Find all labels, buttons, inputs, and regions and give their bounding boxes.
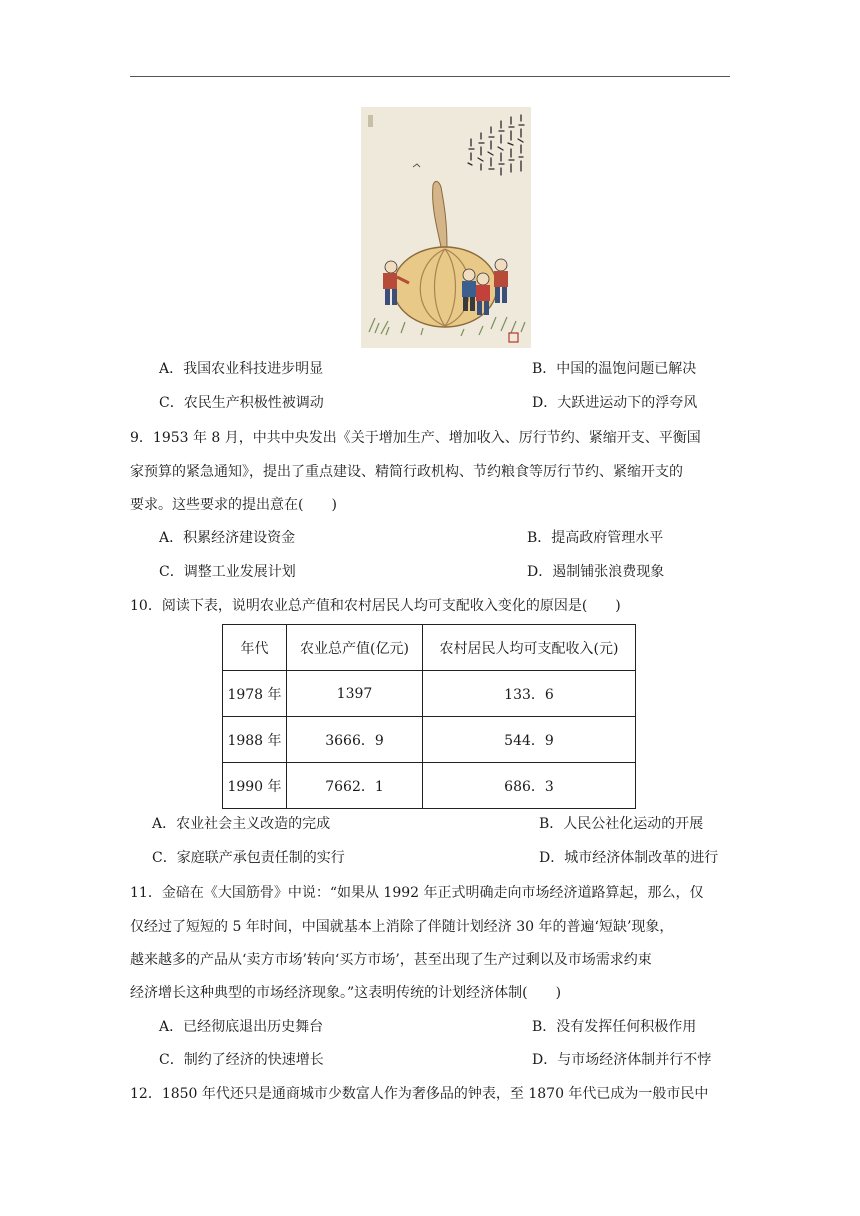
table-cell: 1978 年	[223, 671, 287, 717]
q10-option-c: C．家庭联产承包责任制的实行	[152, 850, 345, 866]
table-cell: 686．3	[423, 763, 636, 809]
table-cell: 1988 年	[223, 717, 287, 763]
table-header-cell: 农业总产值(亿元)	[287, 625, 423, 671]
pumpkin-children-painting	[361, 107, 531, 348]
table-cell: 133．6	[423, 671, 636, 717]
q9-stem-line-1: 9．1953 年 8 月，中共中央发出《关于增加生产、增加收入、厉行节约、紧缩开支、平衡国	[130, 430, 701, 446]
q11-stem-line-1: 11．金碚在《大国筋骨》中说：“如果从 1992 年正式明确走向市场经济道路算起，那么，仅	[130, 885, 704, 901]
table-cell: 1990 年	[223, 763, 287, 809]
table-cell: 7662．1	[287, 763, 423, 809]
q9-option-c: C．调整工业发展计划	[159, 564, 296, 580]
q11-stem-line-4: 经济增长这种典型的市场经济现象。”这表明传统的计划经济体制( )	[130, 985, 562, 1001]
q10-option-d: D．城市经济体制改革的进行	[539, 850, 719, 866]
table-row	[223, 671, 636, 717]
q10-stem: 10．阅读下表，说明农业总产值和农村居民人均可支配收入变化的原因是( )	[130, 598, 621, 614]
q11-option-b: B．没有发挥任何积极作用	[532, 1019, 697, 1035]
q9-stem-line-2: 家预算的紧急通知》，提出了重点建设、精简行政机构、节约粮食等厉行节约、紧缩开支的	[130, 464, 683, 480]
table-header-cell: 农村居民人均可支配收入(元)	[423, 625, 636, 671]
q11-option-a: A．已经彻底退出历史舞台	[159, 1019, 324, 1035]
q9-option-b: B．提高政府管理水平	[527, 530, 664, 546]
header-rule	[130, 76, 730, 77]
table-row	[223, 763, 636, 809]
q8-option-a: A．我国农业科技进步明显	[159, 361, 324, 377]
q8-option-c: C．农民生产积极性被调动	[159, 395, 324, 411]
income-table	[222, 624, 636, 809]
table-cell: 1397	[287, 671, 423, 717]
table-header-cell: 年代	[223, 625, 287, 671]
q9-option-a: A．积累经济建设资金	[159, 530, 296, 546]
q10-option-b: B．人民公社化运动的开展	[539, 816, 704, 832]
table-row	[223, 717, 636, 763]
q8-option-d: D．大跃进运动下的浮夸风	[532, 395, 698, 411]
q9-stem-line-3: 要求。这些要求的提出意在( )	[130, 497, 337, 513]
q8-option-b: B．中国的温饱问题已解决	[532, 361, 697, 377]
q12-stem-line-1: 12．1850 年代还只是通商城市少数富人作为奢侈品的钟表，至 1870 年代已成为一般市民中	[130, 1086, 709, 1102]
table-cell: 3666．9	[287, 717, 423, 763]
q10-option-a: A．农业社会主义改造的完成	[152, 816, 331, 832]
table-cell: 544．9	[423, 717, 636, 763]
q11-stem-line-3: 越来越多的产品从‘卖方市场’转向‘买方市场’，甚至出现了生产过剩以及市场需求约束	[130, 952, 652, 968]
q11-stem-line-2: 仅经过了短短的 5 年时间，中国就基本上消除了伴随计划经济 30 年的普遍‘短缺’现象，	[130, 919, 674, 935]
q11-option-d: D．与市场经济体制并行不悖	[532, 1052, 712, 1068]
q9-option-d: D．遏制铺张浪费现象	[527, 564, 665, 580]
q11-option-c: C．制约了经济的快速增长	[159, 1052, 324, 1068]
table-header-row	[223, 625, 636, 671]
